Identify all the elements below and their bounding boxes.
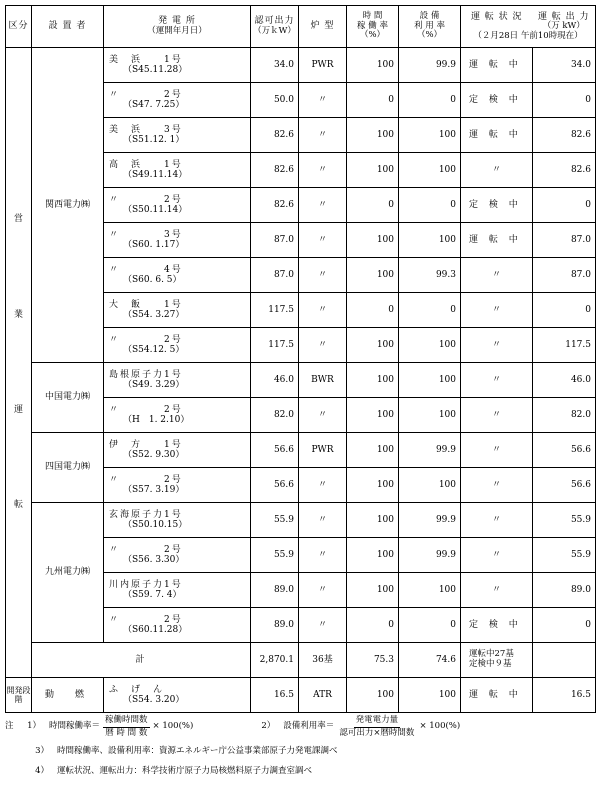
plant-cell: 玄海原子力1号 （S50.10.15） xyxy=(104,503,251,538)
output-cell: 89.0 xyxy=(533,573,596,608)
plant-status-table-wrap xyxy=(5,5,595,713)
time-util-cell: 100 xyxy=(347,258,399,293)
facility-util-cell: 99.9 xyxy=(399,48,461,83)
reactor-cell: 〃 xyxy=(299,188,347,223)
reactor-cell: 〃 xyxy=(299,223,347,258)
table-row xyxy=(6,503,596,538)
output-cell: 117.5 xyxy=(533,328,596,363)
header-reactor: 炉 型 xyxy=(299,6,347,48)
capacity-cell: 117.5 xyxy=(251,293,299,328)
reactor-cell: PWR xyxy=(299,433,347,468)
status-cell: 〃 xyxy=(461,153,533,188)
time-util-cell: 100 xyxy=(347,678,399,713)
time-util-cell: 100 xyxy=(347,538,399,573)
reactor-cell: 〃 xyxy=(299,608,347,643)
output-cell: 16.5 xyxy=(533,678,596,713)
header-capacity: 認可出力 （万ｋW） xyxy=(251,6,299,48)
time-util-cell: 100 xyxy=(347,118,399,153)
company-donen: 動 燃 xyxy=(32,678,104,713)
output-cell: 46.0 xyxy=(533,363,596,398)
capacity-cell: 82.0 xyxy=(251,398,299,433)
category-commercial: 営 業 運 転 xyxy=(6,48,32,678)
capacity-cell: 87.0 xyxy=(251,223,299,258)
capacity-cell: 89.0 xyxy=(251,573,299,608)
facility-util-cell: 99.3 xyxy=(399,258,461,293)
note-1-fraction: $\frac{\text{稼働時間数}}{\text{暦 時 間 数}}$ xyxy=(105,715,148,738)
plant-cell: 伊 方 1号 （S52. 9.30） xyxy=(104,433,251,468)
total-row xyxy=(6,643,596,678)
plant-cell: 〃 4号 （S60. 6. 5） xyxy=(104,258,251,293)
status-cell: 運 転 中 xyxy=(461,118,533,153)
facility-util-cell: 0 xyxy=(399,83,461,118)
facility-util-cell: 100 xyxy=(399,398,461,433)
capacity-cell: 82.6 xyxy=(251,118,299,153)
status-cell: 〃 xyxy=(461,363,533,398)
time-util-cell: 100 xyxy=(347,433,399,468)
header-time-util: 時 間 稼 働 率 （%） xyxy=(347,6,399,48)
reactor-cell: 〃 xyxy=(299,293,347,328)
capacity-cell: 56.6 xyxy=(251,433,299,468)
facility-util-cell: 100 xyxy=(399,363,461,398)
facility-util-cell: 100 xyxy=(399,328,461,363)
capacity-cell: 46.0 xyxy=(251,363,299,398)
time-util-cell: 100 xyxy=(347,468,399,503)
facility-util-cell: 99.9 xyxy=(399,433,461,468)
plant-cell: 〃 2号 （H 1. 2.10） xyxy=(104,398,251,433)
output-cell: 0 xyxy=(533,188,596,223)
output-cell: 55.9 xyxy=(533,503,596,538)
note-label: 注 xyxy=(5,721,14,732)
reactor-cell: BWR xyxy=(299,363,347,398)
header-category: 区分 xyxy=(6,6,32,48)
output-cell: 56.6 xyxy=(533,468,596,503)
note-2-lhs: 設備利用率＝ xyxy=(283,721,335,732)
output-cell: 56.6 xyxy=(533,433,596,468)
time-util-cell: 0 xyxy=(347,83,399,118)
capacity-cell: 89.0 xyxy=(251,608,299,643)
reactor-cell: 〃 xyxy=(299,538,347,573)
plant-status-table xyxy=(5,5,596,713)
note-formulas xyxy=(5,712,595,742)
reactor-cell: 〃 xyxy=(299,468,347,503)
time-util-cell: 100 xyxy=(347,223,399,258)
development-row xyxy=(6,678,596,713)
note-3 xyxy=(5,742,595,762)
header-plant: 発 電 所 （運開年月日） xyxy=(104,6,251,48)
time-util-cell: 100 xyxy=(347,503,399,538)
facility-util-cell: 0 xyxy=(399,188,461,223)
company-kansai: 関西電力㈱ xyxy=(32,48,104,363)
capacity-cell: 16.5 xyxy=(251,678,299,713)
reactor-cell: ATR xyxy=(299,678,347,713)
note-1-number: 1） xyxy=(27,721,41,732)
plant-cell: 島根原子力1号 （S49. 3.29） xyxy=(104,363,251,398)
note-4 xyxy=(5,762,595,782)
output-cell: 87.0 xyxy=(533,223,596,258)
reactor-cell: 〃 xyxy=(299,503,347,538)
company-kyushu: 九州電力㈱ xyxy=(32,503,104,643)
time-util-cell: 100 xyxy=(347,398,399,433)
output-cell: 0 xyxy=(533,293,596,328)
company-shikoku: 四国電力㈱ xyxy=(32,433,104,503)
company-chugoku: 中国電力㈱ xyxy=(32,363,104,433)
status-cell: 〃 xyxy=(461,503,533,538)
facility-util-cell: 100 xyxy=(399,468,461,503)
capacity-cell: 117.5 xyxy=(251,328,299,363)
capacity-cell: 50.0 xyxy=(251,83,299,118)
plant-cell: 〃 2号 （S47. 7.25） xyxy=(104,83,251,118)
capacity-cell: 55.9 xyxy=(251,538,299,573)
notes xyxy=(5,712,595,782)
output-cell: 82.6 xyxy=(533,118,596,153)
reactor-cell: 〃 xyxy=(299,258,347,293)
status-cell: 運 転 中 xyxy=(461,678,533,713)
table-body xyxy=(6,48,596,713)
status-cell: 〃 xyxy=(461,328,533,363)
output-cell: 34.0 xyxy=(533,48,596,83)
total-capacity: 2,870.1 xyxy=(251,643,299,678)
status-cell: 〃 xyxy=(461,573,533,608)
output-cell: 0 xyxy=(533,83,596,118)
plant-cell: 〃 2号 （S57. 3.19） xyxy=(104,468,251,503)
output-cell: 87.0 xyxy=(533,258,596,293)
plant-cell: 〃 2号 （S50.11.14） xyxy=(104,188,251,223)
capacity-cell: 82.6 xyxy=(251,153,299,188)
status-cell: 〃 xyxy=(461,398,533,433)
status-cell: 定 検 中 xyxy=(461,83,533,118)
facility-util-cell: 100 xyxy=(399,573,461,608)
capacity-cell: 56.6 xyxy=(251,468,299,503)
reactor-cell: 〃 xyxy=(299,573,347,608)
plant-cell: 高 浜 1号 （S49.11.14） xyxy=(104,153,251,188)
header-facility-util: 設 備 利 用 率 （%） xyxy=(399,6,461,48)
reactor-cell: 〃 xyxy=(299,118,347,153)
status-cell: 〃 xyxy=(461,433,533,468)
plant-cell: 大 飯 1号 （S54. 3.27） xyxy=(104,293,251,328)
note-1-lhs: 時間稼働率＝ xyxy=(49,721,101,732)
time-util-cell: 100 xyxy=(347,573,399,608)
note-2-number: 2） xyxy=(261,721,276,732)
time-util-cell: 100 xyxy=(347,48,399,83)
capacity-cell: 55.9 xyxy=(251,503,299,538)
time-util-cell: 100 xyxy=(347,328,399,363)
total-label: 計 xyxy=(32,643,251,678)
total-time-util: 75.3 xyxy=(347,643,399,678)
status-cell: 運 転 中 xyxy=(461,48,533,83)
plant-cell: 〃 2号 （S56. 3.30） xyxy=(104,538,251,573)
time-util-cell: 100 xyxy=(347,363,399,398)
category-development: 開発段階 xyxy=(6,678,32,713)
time-util-cell: 100 xyxy=(347,153,399,188)
facility-util-cell: 0 xyxy=(399,293,461,328)
plant-cell: 〃 3号 （S60. 1.17） xyxy=(104,223,251,258)
capacity-cell: 82.6 xyxy=(251,188,299,223)
note-1-rhs: × 100(%) xyxy=(152,721,194,732)
facility-util-cell: 100 xyxy=(399,223,461,258)
time-util-cell: 0 xyxy=(347,293,399,328)
status-cell: 運 転 中 xyxy=(461,223,533,258)
time-util-cell: 0 xyxy=(347,608,399,643)
status-cell: 〃 xyxy=(461,258,533,293)
plant-cell: 美 浜 1号 （S45.11.28） xyxy=(104,48,251,83)
reactor-cell: 〃 xyxy=(299,83,347,118)
output-cell: 82.0 xyxy=(533,398,596,433)
plant-cell: 美 浜 3号 （S51.12. 1） xyxy=(104,118,251,153)
capacity-cell: 34.0 xyxy=(251,48,299,83)
facility-util-cell: 100 xyxy=(399,678,461,713)
note-3-text: 時間稼働率、設備利用率：資源エネルギー庁公益事業部原子力発電課調べ xyxy=(57,746,338,757)
reactor-cell: 〃 xyxy=(299,398,347,433)
total-reactor-count: 36基 xyxy=(299,643,347,678)
status-cell: 〃 xyxy=(461,468,533,503)
time-util-cell: 0 xyxy=(347,188,399,223)
output-cell: 0 xyxy=(533,608,596,643)
plant-cell: 〃 2号 （S60.11.28） xyxy=(104,608,251,643)
facility-util-cell: 99.9 xyxy=(399,538,461,573)
plant-cell: ふ げ ん （S54. 3.20） xyxy=(104,678,251,713)
note-4-number: 4） xyxy=(35,766,49,777)
plant-cell: 川内原子力1号 （S59. 7. 4） xyxy=(104,573,251,608)
header-status-output: 運 転 状 況 運 転 出 力 （万 kW） （２月28日 午前10時現在） xyxy=(461,6,596,48)
total-output xyxy=(533,643,596,678)
note-2-fraction: $\frac{\text{発電電力量}}{\text{認可出力×暦時間数}}$ xyxy=(339,715,415,738)
facility-util-cell: 100 xyxy=(399,153,461,188)
note-4-text: 運転状況、運転出力：科学技術庁原子力局核燃料原子力調査室調べ xyxy=(57,766,313,777)
plant-cell: 〃 2号 （S54.12. 5） xyxy=(104,328,251,363)
total-status: 運転中27基 定検中９基 xyxy=(461,643,533,678)
facility-util-cell: 99.9 xyxy=(399,503,461,538)
note-2-rhs: × 100(%) xyxy=(419,721,461,732)
header-row xyxy=(6,6,596,48)
header-operator: 設 置 者 xyxy=(32,6,104,48)
reactor-cell: 〃 xyxy=(299,153,347,188)
facility-util-cell: 0 xyxy=(399,608,461,643)
status-cell: 〃 xyxy=(461,293,533,328)
note-3-number: 3） xyxy=(35,746,49,757)
status-cell: 定 検 中 xyxy=(461,188,533,223)
table-row xyxy=(6,363,596,398)
status-cell: 〃 xyxy=(461,538,533,573)
total-facility-util: 74.6 xyxy=(399,643,461,678)
output-cell: 82.6 xyxy=(533,153,596,188)
reactor-cell: PWR xyxy=(299,48,347,83)
facility-util-cell: 100 xyxy=(399,118,461,153)
status-cell: 定 検 中 xyxy=(461,608,533,643)
table-row xyxy=(6,48,596,83)
table-row xyxy=(6,433,596,468)
capacity-cell: 87.0 xyxy=(251,258,299,293)
reactor-cell: 〃 xyxy=(299,328,347,363)
output-cell: 55.9 xyxy=(533,538,596,573)
